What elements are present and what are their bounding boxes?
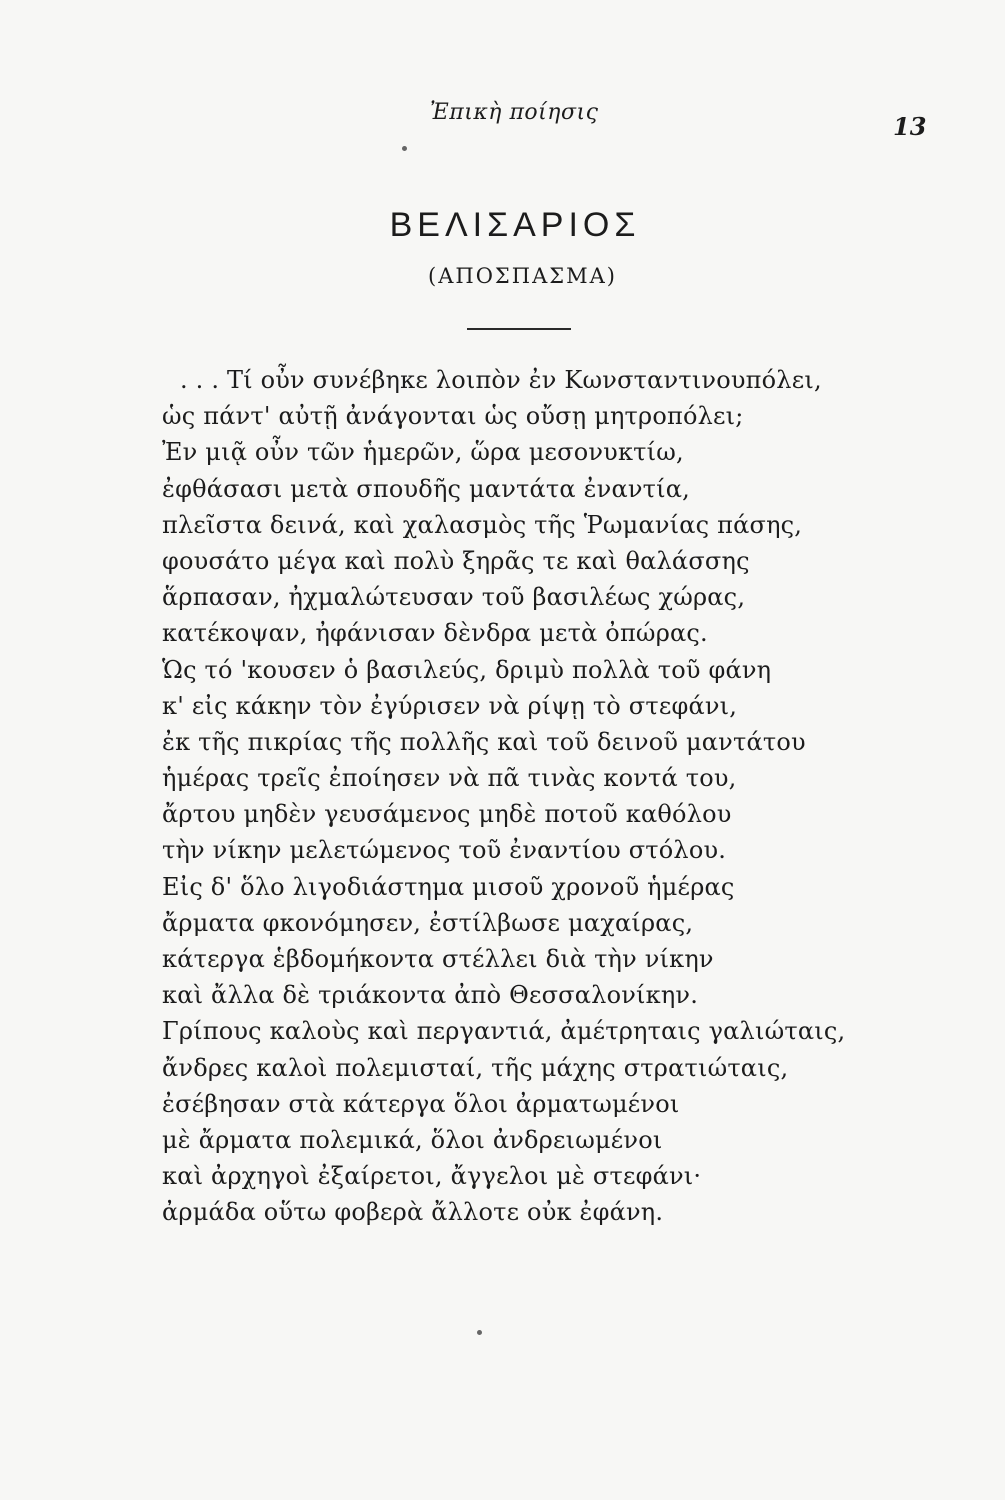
- poem-line: καὶ ἄλλα δὲ τριάκοντα ἀπὸ Θεσσαλονίκην.: [162, 981, 699, 1010]
- poem-line: ἐφθάσασι μετὰ σπουδῆς μαντάτα ἐναντία,: [162, 474, 690, 503]
- poem-line: ἐσέβησαν στὰ κάτεργα ὅλοι ἀρματωμένοι: [162, 1089, 680, 1118]
- poem-line: ἄνδρες καλοὶ πολεμισταί, τῆς μάχης στρατιώταις,: [162, 1053, 789, 1082]
- poem-line: μὲ ἄρματα πολεμικά, ὅλοι ἀνδρειωμένοι: [162, 1125, 663, 1154]
- poem-line: . . . Τί οὖν συνέβηκε λοιπὸν ἐν Κωνσταντινουπόλει,: [180, 366, 822, 394]
- poem-line: Γρίπους καλοὺς καὶ περγαντιά, ἀμέτρηταις γαλιώταις,: [162, 1017, 846, 1046]
- poem-line: κατέκοψαν, ἠφάνισαν δὲνδρα μετὰ ὀπώρας.: [162, 619, 708, 648]
- poem-line: πλεῖστα δεινά, καὶ χαλασμὸς τῆς Ῥωμανίας πάσης,: [162, 510, 803, 539]
- poem-title: ΒΕΛΙΣΑΡΙΟΣ: [389, 206, 641, 244]
- poem-line: ἄρματα φκονόμησεν, ἐστίλβωσε μαχαίρας,: [162, 908, 694, 937]
- ink-speck: [477, 1330, 482, 1335]
- poem-line: ἀρμάδα οὕτω φοβερὰ ἄλλοτε οὐκ ἐφάνη.: [162, 1198, 664, 1227]
- running-head: Ἐπικὴ ποίησις: [430, 100, 599, 125]
- poem-subtitle: (ΑΠΟΣΠΑΣΜΑ): [428, 264, 617, 288]
- poem-line: ἡμέρας τρεῖς ἐποίησεν νὰ πᾶ τινὰς κοντά του,: [162, 764, 737, 793]
- poem-line: ὡς πάντ' αὐτῇ ἀνάγονται ὡς οὔσῃ μητροπόλει;: [162, 402, 744, 431]
- ink-speck: [402, 146, 407, 151]
- poem-line: ἄρτου μηδὲν γευσάμενος μηδὲ ποτοῦ καθόλου: [162, 800, 732, 829]
- poem-line: καὶ ἀρχηγοὶ ἐξαίρετοι, ἄγγελοι μὲ στεφάνι·: [162, 1162, 702, 1191]
- poem-line: ἐκ τῆς πικρίας τῆς πολλῆς καὶ τοῦ δεινοῦ μαντάτου: [162, 727, 806, 756]
- poem-line: Ὡς τό 'κουσεν ὁ βασιλεύς, δριμὺ πολλὰ τοῦ φάνη: [162, 655, 772, 684]
- poem-text: [162, 362, 862, 1231]
- poem-line: τὴν νίκην μελετώμενος τοῦ ἐναντίου στόλου.: [162, 836, 727, 865]
- poem-line: Ἐν μιᾷ οὖν τῶν ἡμερῶν, ὥρα μεσονυκτίω,: [162, 438, 684, 467]
- poem-line: φουσάτο μέγα καὶ πολὺ ξηρᾶς τε καὶ θαλάσσης: [162, 546, 750, 575]
- poem-line: κάτεργα ἑβδομήκοντα στέλλει διὰ τὴν νίκην: [162, 945, 714, 973]
- title-divider: [467, 328, 571, 330]
- poem-line: Εἰς δ' ὅλο λιγοδιάστημα μισοῦ χρονοῦ ἡμέρας: [162, 872, 735, 901]
- poem-line: κ' εἰς κάκην τὸν ἐγύρισεν νὰ ρίψῃ τὸ στεφάνι,: [162, 691, 738, 720]
- poem-line: ἅρπασαν, ἠχμαλώτευσαν τοῦ βασιλέως χώρας,: [162, 583, 746, 612]
- page-number: 13: [893, 112, 927, 141]
